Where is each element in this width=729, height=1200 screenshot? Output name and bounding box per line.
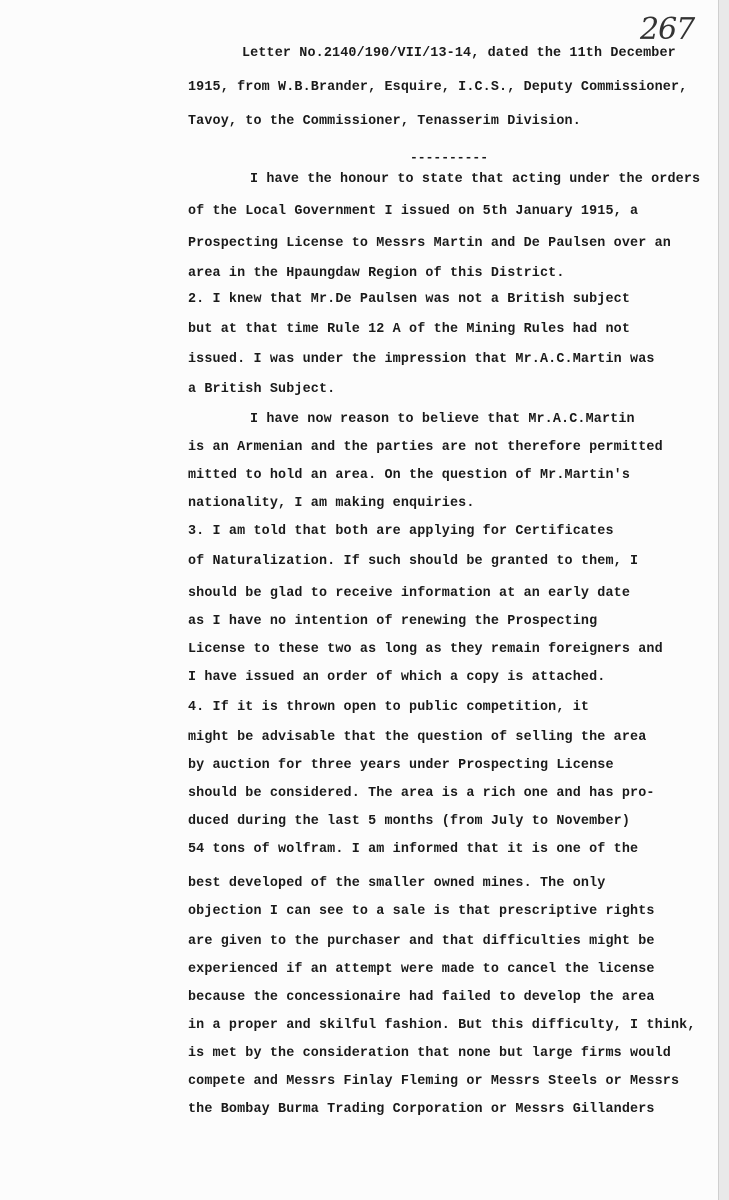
body-line: but at that time Rule 12 A of the Mining Rules had not xyxy=(188,322,631,337)
body-line: compete and Messrs Finlay Fleming or Messrs Steels or Messrs xyxy=(188,1074,680,1089)
folio-number: 267 xyxy=(640,12,695,47)
body-line: area in the Hpaungdaw Region of this District. xyxy=(188,266,565,281)
body-line: 3. I am told that both are applying for Certificates xyxy=(188,524,614,539)
body-line: is met by the consideration that none but large firms would xyxy=(188,1046,671,1061)
body-line: License to these two as long as they remain foreigners and xyxy=(188,642,663,657)
body-line: might be advisable that the question of selling the area xyxy=(188,730,647,745)
body-line: of Naturalization. If such should be granted to them, I xyxy=(188,554,639,569)
heading-line: Tavoy, to the Commissioner, Tenasserim Division. xyxy=(188,114,581,129)
heading-line: 1915, from W.B.Brander, Esquire, I.C.S., Deputy Commissioner, xyxy=(188,80,688,95)
body-line: by auction for three years under Prospecting License xyxy=(188,758,614,773)
body-line: issued. I was under the impression that Mr.A.C.Martin was xyxy=(188,352,655,367)
body-line: 2. I knew that Mr.De Paulsen was not a British subject xyxy=(188,292,631,307)
body-line: I have issued an order of which a copy is attached. xyxy=(188,670,606,685)
body-line: of the Local Government I issued on 5th January 1915, a xyxy=(188,204,639,219)
body-line: is an Armenian and the parties are not therefore permitted xyxy=(188,440,663,455)
body-line: 4. If it is thrown open to public competition, it xyxy=(188,700,590,715)
body-line: should be glad to receive information at an early date xyxy=(188,586,631,601)
separator-rule: ---------- xyxy=(410,150,489,165)
body-line: I have the honour to state that acting under the orders xyxy=(250,172,701,187)
body-line: in a proper and skilful fashion. But this difficulty, I think, xyxy=(188,1018,696,1033)
body-line: I have now reason to believe that Mr.A.C.Martin xyxy=(250,412,635,427)
body-line: because the concessionaire had failed to develop the area xyxy=(188,990,655,1005)
body-line: nationality, I am making enquiries. xyxy=(188,496,475,511)
body-line: a British Subject. xyxy=(188,382,336,397)
body-line: as I have no intention of renewing the Prospecting xyxy=(188,614,598,629)
body-line: are given to the purchaser and that difficulties might be xyxy=(188,934,655,949)
body-line: should be considered. The area is a rich one and has pro- xyxy=(188,786,655,801)
body-line: mitted to hold an area. On the question of Mr.Martin's xyxy=(188,468,631,483)
body-line: the Bombay Burma Trading Corporation or Messrs Gillanders xyxy=(188,1102,655,1117)
body-line: Prospecting License to Messrs Martin and De Paulsen over an xyxy=(188,236,671,251)
heading-line: Letter No.2140/190/VII/13-14, dated the 11th December xyxy=(242,46,676,61)
body-line: best developed of the smaller owned mines. The only xyxy=(188,876,606,891)
body-line: experienced if an attempt were made to cancel the license xyxy=(188,962,655,977)
page-edge xyxy=(718,0,729,1200)
body-line: objection I can see to a sale is that prescriptive rights xyxy=(188,904,655,919)
body-line: duced during the last 5 months (from July to November) xyxy=(188,814,631,829)
body-line: 54 tons of wolfram. I am informed that it is one of the xyxy=(188,842,639,857)
